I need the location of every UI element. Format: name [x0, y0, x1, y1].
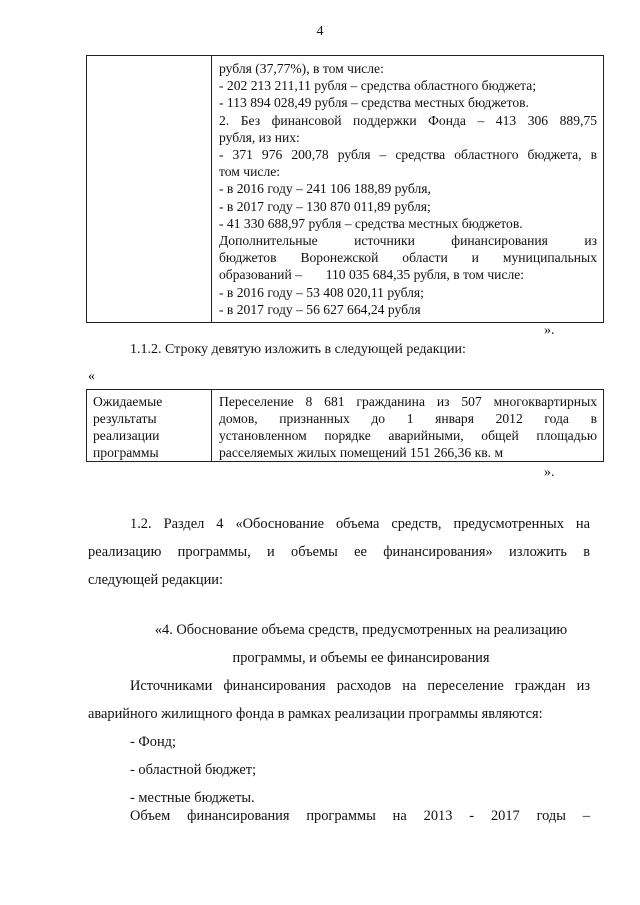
table-line: бюджетов Воронежской области и муниципальных — [219, 250, 597, 266]
table-line: Дополнительные источники финансирования из — [219, 233, 597, 249]
sources-paragraph: аварийного жилищного фонда в рамках реализации программы являются: — [88, 706, 543, 722]
table-line: - в 2016 году – 53 408 020,11 рубля; — [219, 284, 424, 300]
table-column-divider — [211, 56, 212, 322]
table-column-divider — [211, 390, 212, 461]
page-number: 4 — [316, 24, 324, 39]
item-1-2-line: следующей редакции: — [88, 572, 223, 588]
list-item: - областной бюджет; — [130, 762, 257, 778]
section-heading: «4. Обоснование объема средств, предусмотренных на реализацию — [154, 622, 568, 638]
funding-table-cell — [219, 60, 597, 318]
list-item: - местные бюджеты. — [130, 790, 255, 806]
table-line: - 41 330 688,97 рубля – средства местных бюджетов. — [219, 215, 523, 231]
opening-quote: « — [88, 369, 95, 384]
section-heading: программы, и объемы ее финансирования — [232, 650, 490, 666]
funding-table — [86, 55, 604, 323]
table-line: рубля, из них: — [219, 129, 300, 145]
closing-quote: ». — [544, 465, 555, 480]
expected-results-value: Переселение 8 681 гражданина из 507 многоквартирных домов, признанных до 1 января 2012 года в установленном порядке аварийными, общей площадью расселяемых жилых помещений 151 266,36 кв. м — [219, 394, 597, 460]
table-line: 2. Без финансовой поддержки Фонда – 413 306 889,75 — [219, 112, 597, 128]
item-1-1-2: 1.1.2. Строку девятую изложить в следующей редакции: — [130, 342, 466, 357]
table-line: - 371 976 200,78 рубля – средства областного бюджета, в — [219, 147, 597, 163]
item-1-2-line: реализацию программы, и объемы ее финансирования» изложить в — [88, 544, 590, 560]
table-line: - 113 894 028,49 рубля – средства местных бюджетов. — [219, 95, 529, 111]
table-line: рубля (37,77%), в том числе: — [219, 61, 384, 76]
closing-quote: ». — [544, 323, 555, 338]
item-1-2-line: 1.2. Раздел 4 «Обоснование объема средств, предусмотренных на — [130, 516, 590, 532]
list-item: - Фонд; — [130, 734, 176, 750]
table-line: - 202 213 211,11 рубля – средства областного бюджета; — [219, 78, 537, 94]
sources-paragraph: Источниками финансирования расходов на переселение граждан из — [130, 678, 590, 694]
table-line: том числе: — [219, 164, 281, 180]
volume-line: Объем финансирования программы на 2013 - 2017 годы – — [130, 808, 590, 824]
expected-results-label: Ожидаемые результаты реализации программы — [93, 394, 163, 460]
table-line: - в 2016 году – 241 106 188,89 рубля, — [219, 181, 431, 197]
expected-results-table — [86, 389, 604, 462]
table-line: образований – 110 035 684,35 рубля, в том числе: — [219, 267, 525, 283]
table-line: - в 2017 году – 56 627 664,24 рубля — [219, 301, 421, 317]
table-line: - в 2017 году – 130 870 011,89 рубля; — [219, 198, 431, 214]
